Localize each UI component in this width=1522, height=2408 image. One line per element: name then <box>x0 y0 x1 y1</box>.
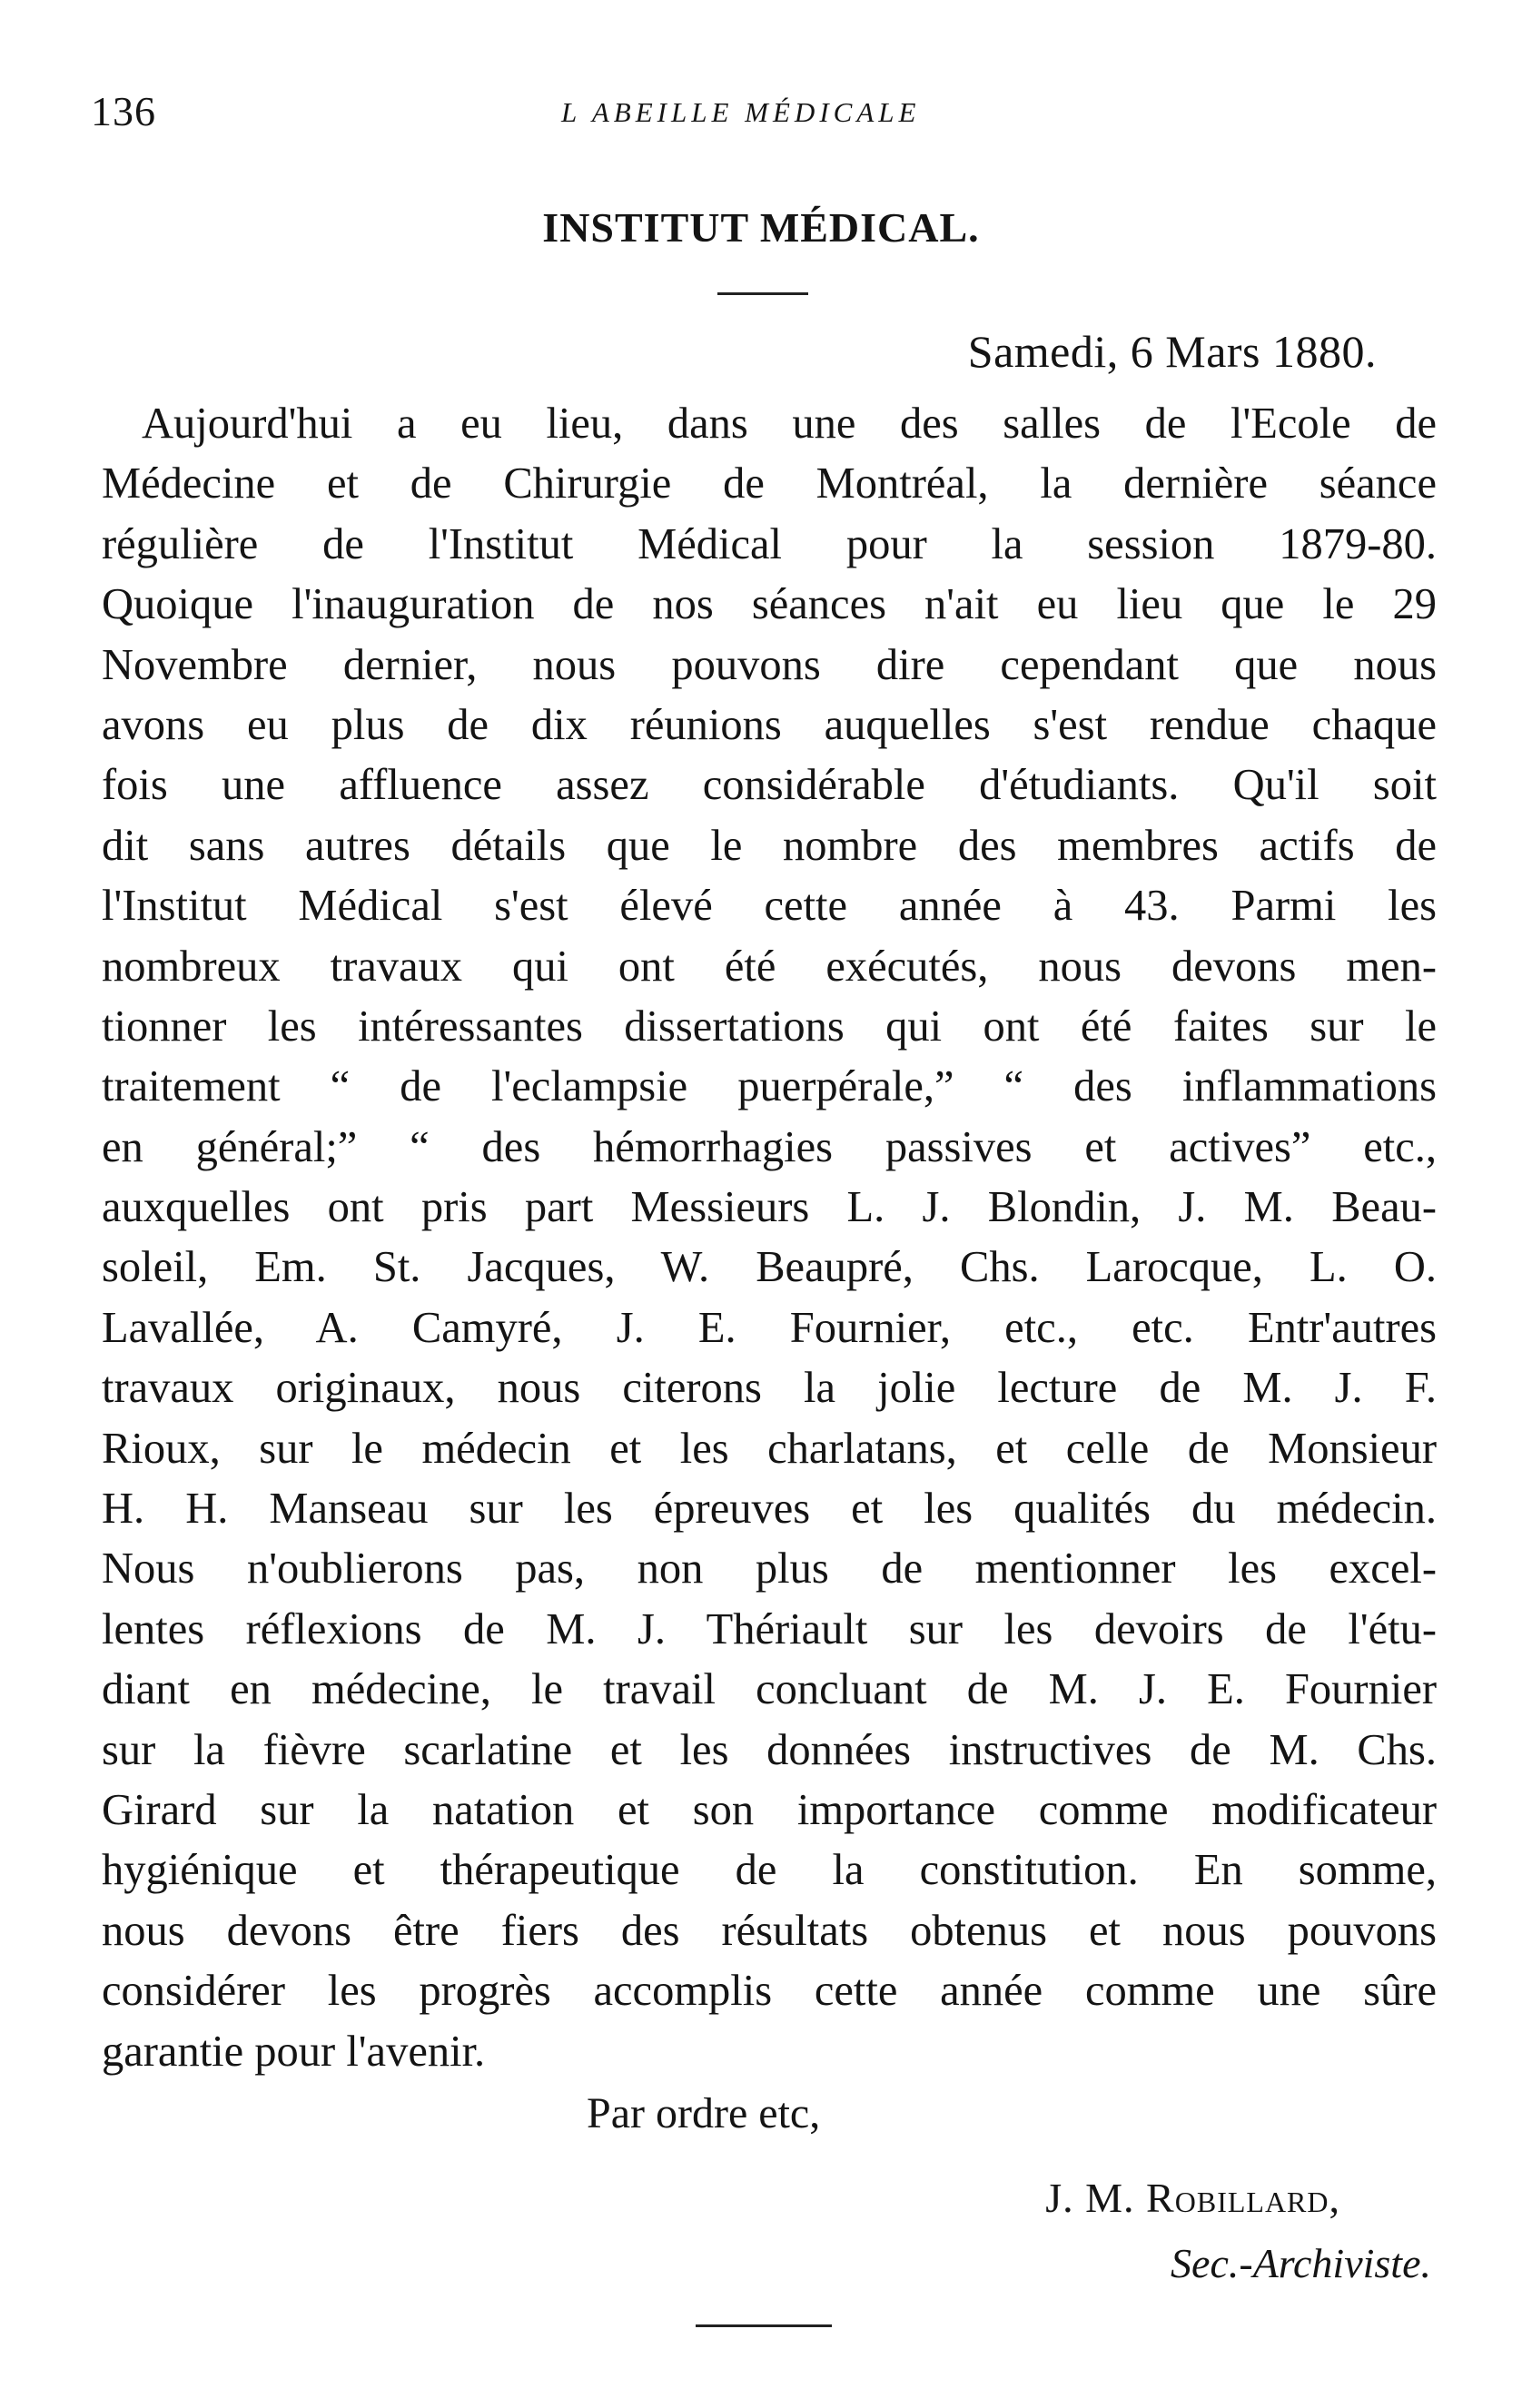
signature-name <box>1045 2174 1340 2222</box>
body-line: dit sans autres détails que le nombre des membres actifs de <box>102 821 1437 870</box>
body-line: Novembre dernier, nous pouvons dire cependant que nous <box>102 640 1437 689</box>
section-title: INSTITUT MÉDICAL. <box>542 204 980 251</box>
body-line: régulière de l'Institut Médical pour la session 1879-80. <box>102 519 1437 568</box>
signature-title: Sec.-Archiviste. <box>1171 2240 1431 2286</box>
body-line: diant en médecine, le travail concluant de M. J. E. Fournier <box>102 1665 1437 1714</box>
body-line: Nous n'oublierons pas, non plus de mentionner les excel- <box>102 1544 1437 1594</box>
body-line: nombreux travaux qui ont été exécutés, nous devons men- <box>102 942 1437 991</box>
dateline: Samedi, 6 Mars 1880. <box>967 326 1377 377</box>
body-line: fois une affluence assez considérable d'étudiants. Qu'il soit <box>102 761 1437 810</box>
body-line: hygiénique et thérapeutique de la constitution. En somme, <box>102 1846 1437 1895</box>
body-line: Aujourd'hui a eu lieu, dans une des salles de l'Ecole de <box>142 400 1437 448</box>
article-body <box>102 394 1437 2082</box>
body-line: avons eu plus de dix réunions auquelles s'est rendue chaque <box>102 700 1437 749</box>
body-line: travaux originaux, nous citerons la jolie lecture de M. J. F. <box>102 1364 1437 1413</box>
body-line: lentes réflexions de M. J. Thériault sur les devoirs de l'étu- <box>102 1604 1437 1653</box>
body-line: considérer les progrès accomplis cette année comme une sûre <box>102 1967 1437 2016</box>
page-number: 136 <box>91 88 156 134</box>
running-head: L ABEILLE MÉDICALE <box>561 96 921 128</box>
body-line: l'Institut Médical s'est élevé cette année à 43. Parmi les <box>102 882 1437 931</box>
closing-line: Par ordre etc, <box>587 2089 821 2137</box>
body-line: sur la fièvre scarlatine et les données instructives de M. Chs. <box>102 1725 1437 1774</box>
body-line: traitement “ de l'eclampsie puerpérale,” “ des inflammations <box>102 1062 1437 1111</box>
body-line: en général;” “ des hémorrhagies passives et actives” etc., <box>102 1122 1437 1171</box>
body-line: Médecine et de Chirurgie de Montréal, la dernière séance <box>102 459 1437 508</box>
signature-name-text: J. M. Robillard, <box>1045 2175 1340 2221</box>
body-line: Lavallée, A. Camyré, J. E. Fournier, etc., etc. Entr'autres <box>102 1303 1437 1352</box>
body-line: garantie pour l'avenir. <box>102 2027 486 2076</box>
body-line: auxquelles ont pris part Messieurs L. J. Blondin, J. M. Beau- <box>102 1183 1437 1232</box>
body-line: tionner les intéressantes dissertations qui ont été faites sur le <box>102 1002 1437 1051</box>
body-line: nous devons être fiers des résultats obtenus et nous pouvons <box>102 1906 1437 1955</box>
body-line: Rioux, sur le médecin et les charlatans, et celle de Monsieur <box>102 1424 1437 1473</box>
end-divider <box>696 2324 832 2327</box>
body-line: soleil, Em. St. Jacques, W. Beaupré, Chs. Larocque, L. O. <box>102 1243 1437 1292</box>
page-header <box>91 87 1435 142</box>
body-line: Girard sur la natation et son importance comme modificateur <box>102 1785 1437 1834</box>
title-divider <box>717 292 808 295</box>
body-line: H. H. Manseau sur les épreuves et les qualités du médecin. <box>102 1485 1437 1534</box>
body-line: Quoique l'inauguration de nos séances n'ait eu lieu que le 29 <box>102 580 1437 629</box>
